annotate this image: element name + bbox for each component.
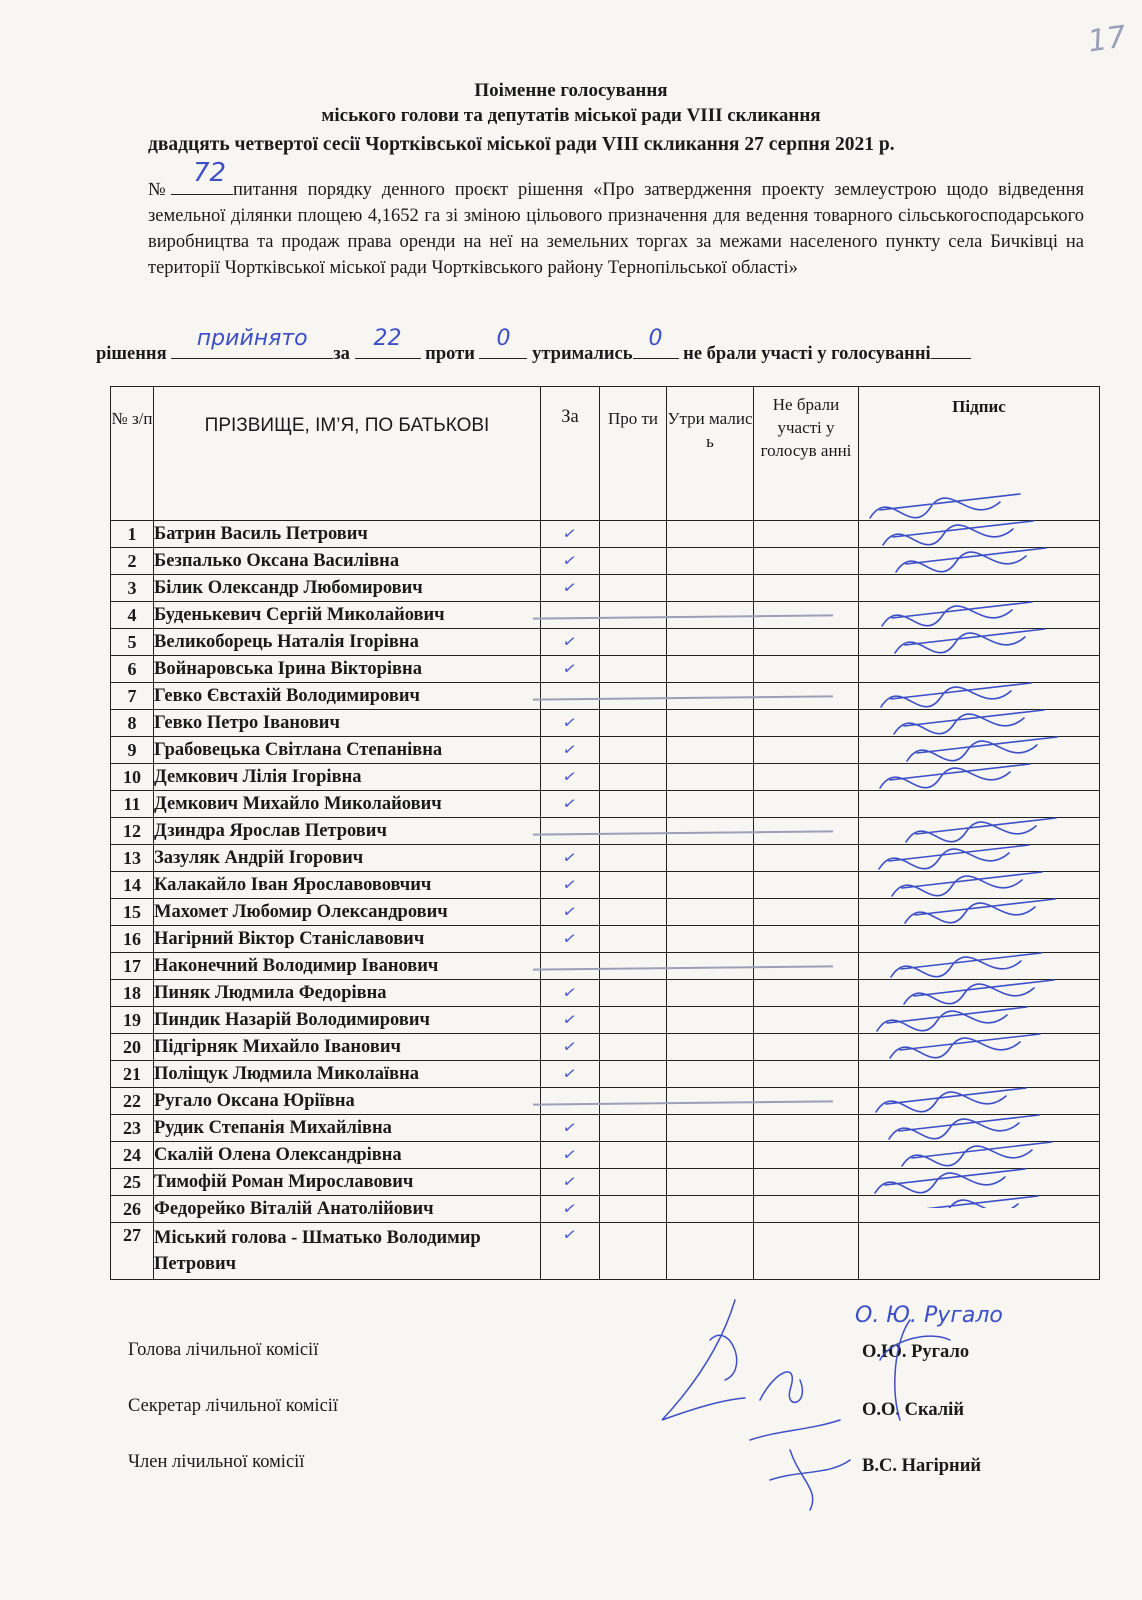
check-mark-icon: ✓ — [561, 1008, 579, 1030]
for-blank — [355, 326, 421, 359]
check-mark-icon: ✓ — [561, 576, 579, 598]
signature-cell — [859, 1223, 1100, 1280]
vote-against-cell — [600, 629, 667, 656]
signatures-column — [840, 488, 1120, 1208]
doc-title: Поіменне голосування — [474, 80, 668, 101]
question-prefix: № — [148, 180, 171, 200]
question-number: 72 — [193, 158, 227, 188]
vote-abstain-cell — [667, 1007, 754, 1034]
deputy-name: Грабовецька Світлана Степанівна — [154, 737, 541, 764]
row-number: 8 — [111, 710, 154, 737]
vote-for-cell — [541, 683, 600, 710]
signature-scribble — [876, 1088, 1026, 1112]
vote-for-cell — [541, 737, 600, 764]
commission-signatures — [650, 1280, 1050, 1540]
deputy-name: Батрин Василь Петрович — [154, 521, 541, 548]
check-mark-icon: ✓ — [561, 1143, 579, 1165]
vote-against-cell — [600, 1169, 667, 1196]
vote-for-cell — [541, 926, 600, 953]
row-number: 3 — [111, 575, 154, 602]
vote-abstain-cell — [667, 575, 754, 602]
vote-against-cell — [600, 602, 667, 629]
row-number: 11 — [111, 791, 154, 818]
check-mark-icon: ✓ — [561, 765, 579, 787]
vote-against-cell — [600, 1088, 667, 1115]
row-number: 1 — [111, 521, 154, 548]
deputy-name: Ругало Оксана Юріївна — [154, 1088, 541, 1115]
chair-label: Голова лічильної комісії — [128, 1340, 319, 1360]
vote-against-cell — [600, 1007, 667, 1034]
against-count: 0 — [496, 326, 511, 351]
secretary-label: Секретар лічильної комісії — [128, 1396, 339, 1416]
row-number: 12 — [111, 818, 154, 845]
signature-scribble — [906, 818, 1056, 842]
check-mark-icon: ✓ — [561, 711, 579, 733]
vote-against-cell — [600, 791, 667, 818]
row-number: 6 — [111, 656, 154, 683]
vote-for-cell — [541, 899, 600, 926]
signature-scribble — [875, 1169, 1025, 1193]
header-name: ПРІЗВИЩЕ, ІМ’Я, ПО БАТЬКОВІ — [154, 387, 541, 521]
row-number: 7 — [111, 683, 154, 710]
vote-for-cell — [541, 791, 600, 818]
deputy-name: Дзиндра Ярослав Петрович — [154, 818, 541, 845]
row-number: 26 — [111, 1196, 154, 1223]
row-number: 4 — [111, 602, 154, 629]
deputy-name: Безпалько Оксана Василівна — [154, 548, 541, 575]
vote-against-cell — [600, 1142, 667, 1169]
row-number: 15 — [111, 899, 154, 926]
row-number: 5 — [111, 629, 154, 656]
row-number: 20 — [111, 1034, 154, 1061]
vote-against-cell — [600, 1196, 667, 1223]
signature-scribble — [902, 1142, 1052, 1166]
vote-for-cell — [541, 710, 600, 737]
signature-scribble — [888, 1196, 1038, 1208]
check-mark-icon: ✓ — [561, 1116, 579, 1138]
agenda-question — [148, 158, 1084, 281]
for-label: за — [333, 344, 350, 364]
row-number: 13 — [111, 845, 154, 872]
deputy-name: Буденькевич Сергій Миколайович — [154, 602, 541, 629]
vote-abstain-cell — [667, 899, 754, 926]
vote-for-cell — [541, 602, 600, 629]
deputy-name: Великоборець Наталія Ігорівна — [154, 629, 541, 656]
against-label: проти — [425, 344, 475, 364]
row-number: 19 — [111, 1007, 154, 1034]
row-number: 10 — [111, 764, 154, 791]
deputy-name: Федорейко Віталій Анатолійович — [154, 1196, 541, 1223]
vote-for-cell — [541, 1142, 600, 1169]
vote-abstain-cell — [667, 1169, 754, 1196]
vote-for-cell — [541, 575, 600, 602]
check-mark-icon: ✓ — [561, 1170, 579, 1192]
row-number: 27 — [111, 1223, 154, 1280]
header-abstain: Утри малис ь — [667, 387, 754, 521]
vote-for-cell — [541, 953, 600, 980]
decision-label: рішення — [96, 344, 167, 364]
check-mark-icon: ✓ — [561, 522, 579, 544]
signature-scribble — [892, 872, 1042, 896]
row-number: 16 — [111, 926, 154, 953]
vote-against-cell — [600, 872, 667, 899]
check-mark-icon: ✓ — [561, 792, 579, 814]
deputy-name: Демкович Михайло Миколайович — [154, 791, 541, 818]
check-mark-icon: ✓ — [561, 927, 579, 949]
question-number-blank — [171, 158, 233, 195]
signature-scribble — [883, 521, 1033, 545]
vote-abstain-cell — [667, 1034, 754, 1061]
row-number: 23 — [111, 1115, 154, 1142]
header-sign: Підпис — [859, 387, 1100, 521]
member-label: Член лічильної комісії — [128, 1452, 305, 1472]
check-mark-icon: ✓ — [561, 900, 579, 922]
vote-against-cell — [600, 1223, 667, 1280]
secretary-name: О.О. Скалій — [862, 1400, 964, 1420]
abstain-blank — [633, 326, 679, 359]
signature-scribble — [877, 1007, 1027, 1031]
deputy-name: Білик Олександр Любомирович — [154, 575, 541, 602]
abstain-count: 0 — [648, 326, 663, 351]
check-mark-icon: ✓ — [561, 1223, 579, 1246]
check-mark-icon: ✓ — [561, 981, 579, 1003]
vote-abstain-cell — [667, 521, 754, 548]
vote-abstain-cell — [667, 548, 754, 575]
vote-against-cell — [600, 521, 667, 548]
vote-against-cell — [600, 818, 667, 845]
row-number: 9 — [111, 737, 154, 764]
vote-against-cell — [600, 926, 667, 953]
vote-for-cell — [541, 818, 600, 845]
check-mark-icon: ✓ — [561, 873, 579, 895]
vote-abstain-cell — [667, 737, 754, 764]
vote-abstain-cell — [667, 845, 754, 872]
row-number: 25 — [111, 1169, 154, 1196]
deputy-name: Войнаровська Ірина Вікторівна — [154, 656, 541, 683]
deputy-name: Гевко Євстахій Володимирович — [154, 683, 541, 710]
doc-subtitle: міського голови та депутатів міської ради VIII скликання — [321, 105, 821, 126]
vote-for-cell — [541, 1196, 600, 1223]
vote-against-cell — [600, 548, 667, 575]
vote-against-cell — [600, 683, 667, 710]
header-against: Про ти — [600, 387, 667, 521]
vote-abstain-cell — [667, 683, 754, 710]
member-name: В.С. Нагірний — [862, 1456, 982, 1476]
vote-for-cell — [541, 656, 600, 683]
for-count: 22 — [373, 326, 402, 351]
row-number: 21 — [111, 1061, 154, 1088]
decision-blank — [171, 326, 333, 359]
vote-abstain-cell — [667, 629, 754, 656]
table-row — [111, 1223, 1100, 1280]
page-mark: 17 — [1085, 19, 1129, 60]
signature-scribble — [880, 764, 1030, 788]
check-mark-icon: ✓ — [561, 657, 579, 679]
deputy-name: Рудик Степанія Михайлівна — [154, 1115, 541, 1142]
vote-for-cell — [541, 764, 600, 791]
vote-against-cell — [600, 980, 667, 1007]
vote-absent-cell — [754, 1223, 859, 1280]
vote-for-cell — [541, 521, 600, 548]
check-mark-icon: ✓ — [561, 630, 579, 652]
vote-abstain-cell — [667, 926, 754, 953]
deputy-name: Гевко Петро Іванович — [154, 710, 541, 737]
vote-against-cell — [600, 1061, 667, 1088]
vote-abstain-cell — [667, 980, 754, 1007]
signature-scribble — [907, 737, 1057, 761]
vote-abstain-cell — [667, 953, 754, 980]
vote-against-cell — [600, 953, 667, 980]
deputy-name: Скалій Олена Олександрівна — [154, 1142, 541, 1169]
vote-abstain-cell — [667, 1088, 754, 1115]
signature-scribble — [904, 980, 1054, 1004]
signature-scribble — [879, 845, 1029, 869]
abstain-label: утримались — [532, 344, 633, 364]
deputy-name: Демкович Лілія Ігорівна — [154, 764, 541, 791]
check-mark-icon: ✓ — [561, 1197, 579, 1219]
row-number: 24 — [111, 1142, 154, 1169]
check-mark-icon: ✓ — [561, 846, 579, 868]
against-blank — [479, 326, 527, 359]
signature-scribble — [905, 899, 1055, 923]
vote-against-cell — [600, 656, 667, 683]
absent-label: не брали участі у голосуванні — [683, 344, 931, 364]
vote-for-cell — [541, 1115, 600, 1142]
vote-for-cell — [541, 629, 600, 656]
vote-abstain-cell — [667, 791, 754, 818]
row-number: 14 — [111, 872, 154, 899]
row-number: 22 — [111, 1088, 154, 1115]
deputy-name: Наконечний Володимир Іванович — [154, 953, 541, 980]
signature-scribble — [881, 683, 1031, 707]
vote-abstain-cell — [667, 1142, 754, 1169]
question-text: питання порядку денного проєкт рішення «Про затвердження проекту землеустрою щодо відведення земельної ділянки площею 4,1652 га зі зміною цільового призначення для ведення товарного сільськогосподарського виробництва та продаж права оренди на неї на земельних торгах за межами населеного пункту села Бичківці на території Чортківської міської ради Чортківського району Тернопільської області» — [148, 180, 1084, 278]
vote-abstain-cell — [667, 764, 754, 791]
deputy-name: Махомет Любомир Олександрович — [154, 899, 541, 926]
check-mark-icon: ✓ — [561, 738, 579, 760]
decision-value: прийнято — [196, 326, 308, 351]
signature-scribble — [889, 1115, 1039, 1139]
deputy-name: Калакайло Іван Ярославововчич — [154, 872, 541, 899]
vote-against-cell — [600, 575, 667, 602]
deputy-name: Пиняк Людмила Федорівна — [154, 980, 541, 1007]
vote-for-cell — [541, 980, 600, 1007]
header-num: № з/п — [111, 387, 154, 521]
vote-abstain-cell — [667, 1115, 754, 1142]
vote-against-cell — [600, 710, 667, 737]
vote-abstain-cell — [667, 602, 754, 629]
check-mark-icon: ✓ — [561, 549, 579, 571]
signature-scribble — [870, 494, 1020, 518]
vote-abstain-cell — [667, 872, 754, 899]
vote-for-cell — [541, 1223, 600, 1280]
vote-abstain-cell — [667, 1061, 754, 1088]
vote-against-cell — [600, 1115, 667, 1142]
row-number: 2 — [111, 548, 154, 575]
vote-for-cell — [541, 548, 600, 575]
signature-scribble — [895, 629, 1045, 653]
vote-abstain-cell — [667, 710, 754, 737]
header-absent: Не брали участі у голосув анні — [754, 387, 859, 521]
decision-line — [96, 326, 1116, 365]
vote-for-cell — [541, 1007, 600, 1034]
signature-scribble — [894, 710, 1044, 734]
row-number: 18 — [111, 980, 154, 1007]
vote-for-cell — [541, 1034, 600, 1061]
deputy-name: Поліщук Людмила Миколаївна — [154, 1061, 541, 1088]
absent-blank — [931, 338, 971, 359]
session-line: двадцять четвертої сесії Чортківської міської ради VIII скликання 27 серпня 2021 р. — [148, 134, 895, 155]
deputy-name: Зазуляк Андрій Ігорович — [154, 845, 541, 872]
vote-for-cell — [541, 845, 600, 872]
vote-against-cell — [600, 1034, 667, 1061]
vote-abstain-cell — [667, 1223, 754, 1280]
vote-for-cell — [541, 872, 600, 899]
chair-name: О.Ю. Ругало — [862, 1342, 970, 1362]
deputy-name: Пиндик Назарій Володимирович — [154, 1007, 541, 1034]
handwritten-note: О. Ю. Ругало — [855, 1303, 1003, 1328]
vote-against-cell — [600, 899, 667, 926]
vote-against-cell — [600, 737, 667, 764]
check-mark-icon: ✓ — [561, 1035, 579, 1057]
check-mark-icon: ✓ — [561, 1062, 579, 1084]
row-number: 17 — [111, 953, 154, 980]
signature-scribble — [891, 953, 1041, 977]
signature-scribble — [890, 1034, 1040, 1058]
vote-abstain-cell — [667, 818, 754, 845]
deputy-name: Міський голова - Шматько Володимир Петрович — [154, 1223, 541, 1280]
deputy-name: Тимофій Роман Мирославович — [154, 1169, 541, 1196]
vote-abstain-cell — [667, 1196, 754, 1223]
vote-for-cell — [541, 1061, 600, 1088]
signature-scribble — [896, 548, 1046, 572]
header-for: За — [541, 387, 600, 521]
vote-against-cell — [600, 764, 667, 791]
deputy-name: Підгірняк Михайло Іванович — [154, 1034, 541, 1061]
vote-for-cell — [541, 1088, 600, 1115]
vote-abstain-cell — [667, 656, 754, 683]
vote-for-cell — [541, 1169, 600, 1196]
deputy-name: Нагірний Віктор Станіславович — [154, 926, 541, 953]
vote-against-cell — [600, 845, 667, 872]
signature-scribble — [882, 602, 1032, 626]
